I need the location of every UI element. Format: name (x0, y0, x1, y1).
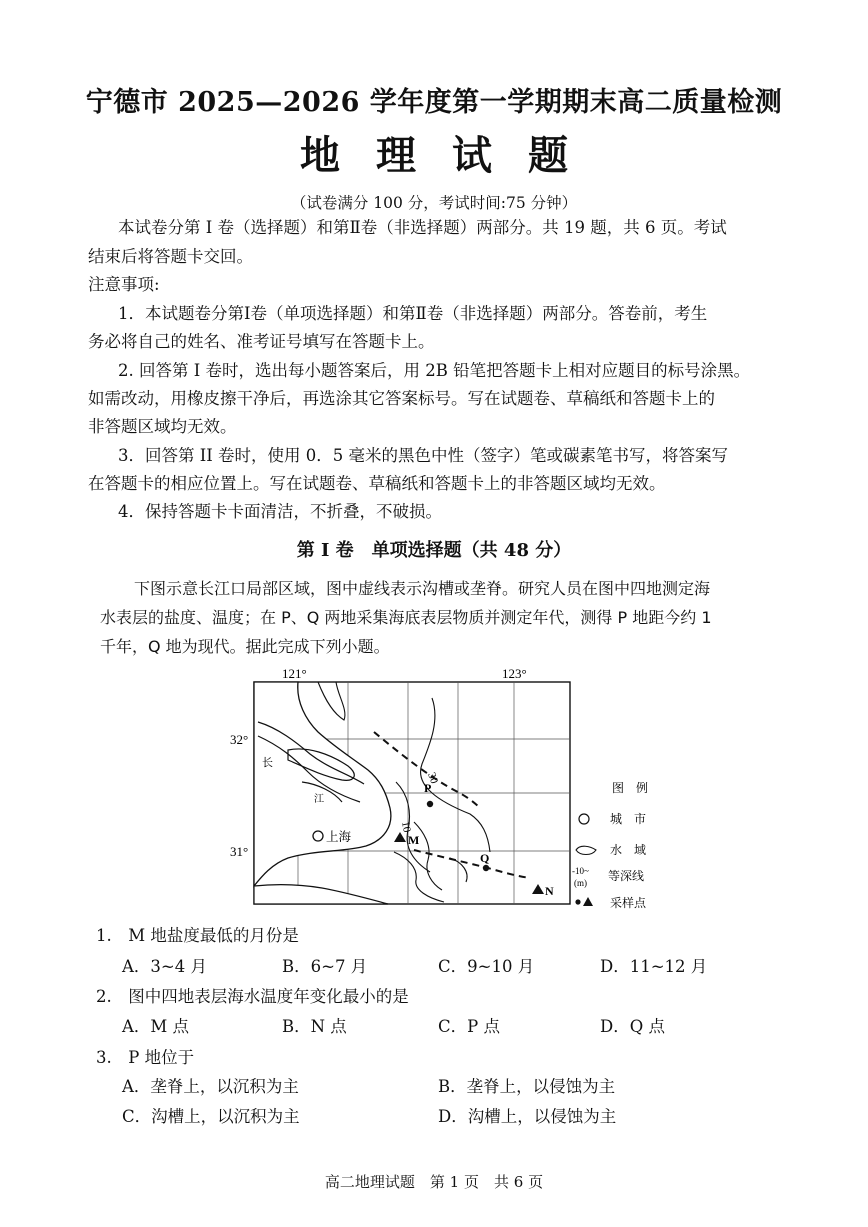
question-2-option-a: A．M 点 (122, 1017, 190, 1036)
yangtze-estuary-map (218, 662, 688, 912)
note-1-line-2: 务必将自己的姓名、准考证号填写在答题卡上。 (88, 332, 435, 351)
shanghai-city-marker (313, 831, 323, 841)
legend-isobath-num: -10~ (572, 866, 589, 876)
label-p: P (424, 781, 432, 795)
exam-meta: （试卷满分 100 分，考试时间:75 分钟） (290, 194, 578, 212)
legend-sample: 采样点 (610, 896, 647, 910)
legend-sample-dot-icon (575, 899, 580, 904)
lon-label-123: 123° (502, 666, 527, 681)
question-3-option-d: D．沟槽上，以侵蚀为主 (438, 1107, 617, 1126)
question-2-option-d: D．Q 点 (600, 1017, 666, 1036)
question-1-option-d: D．11~12 月 (600, 957, 708, 976)
question-intro-line-2: 水表层的盐度、温度；在 P、Q 两地采集海底表层物质并测定年代，测得 P 地距今约 1 (100, 608, 712, 627)
sample-point-p (427, 801, 433, 807)
lon-label-121: 121° (282, 666, 307, 681)
legend-water-icon (576, 846, 596, 854)
notes-heading: 注意事项: (88, 275, 160, 294)
map-legend (572, 780, 648, 910)
question-3-option-b: B．垄脊上，以侵蚀为主 (438, 1077, 616, 1096)
note-3-line-2: 在答题卡的相应位置上。写在试题卷、草稿纸和答题卡上的非答题区域均无效。 (88, 474, 666, 493)
shanghai-label: 上海 (326, 830, 352, 844)
question-2-stem: 2. 图中四地表层海水温度年变化最小的是 (96, 987, 409, 1006)
question-1-stem: 1. M 地盐度最低的月份是 (96, 926, 299, 945)
isobath-label-30: 30 (425, 770, 441, 786)
lat-label-32: 32° (230, 732, 249, 747)
question-3-stem: 3. P 地位于 (96, 1048, 195, 1067)
subject-title: 地理试题 (300, 132, 604, 179)
note-2-line-2: 如需改动，用橡皮擦干净后，再选涂其它答案标号。写在试题卷、草稿纸和答题卡上的 (88, 389, 715, 408)
label-q: Q (480, 851, 490, 865)
legend-isobath-unit: (m) (574, 878, 587, 888)
isobath-label-10: 10 (399, 820, 413, 834)
exam-title: 宁德市 2025—2026 学年度第一学期期末高二质量检测 (85, 87, 783, 118)
section-title: 第 I 卷 单项选择题（共 48 分） (296, 540, 572, 561)
intro-line-1: 本试卷分第 I 卷（选择题）和第Ⅱ卷（非选择题）两部分。共 19 题，共 6 页。考试 (118, 218, 727, 237)
legend-sample-triangle-icon (583, 897, 593, 906)
intro-line-2: 结束后将答题卡交回。 (88, 247, 253, 266)
legend-isobath: 等深线 (608, 869, 645, 883)
sample-point-q (483, 865, 489, 871)
label-n: N (545, 884, 554, 898)
note-4-line-1: 4．保持答题卡卡面清洁，不折叠，不破损。 (118, 502, 442, 521)
question-3-option-a: A．垄脊上，以沉积为主 (122, 1077, 299, 1096)
question-3-option-c: C．沟槽上，以沉积为主 (122, 1107, 300, 1126)
question-intro-line-1: 下图示意长江口局部区域，图中虚线表示沟槽或垄脊。研究人员在图中四地测定海 (134, 579, 711, 598)
question-2-option-c: C．P 点 (438, 1017, 500, 1036)
question-1-option-c: C．9~10 月 (438, 957, 535, 976)
note-2-line-3: 非答题区域均无效。 (88, 417, 237, 436)
page-footer: 高二地理试题 第 1 页 共 6 页 (324, 1173, 544, 1191)
question-1-option-b: B．6~7 月 (282, 957, 368, 976)
label-m: M (408, 833, 420, 847)
legend-city-icon (579, 814, 589, 824)
river-label-jiang: 江 (314, 794, 324, 805)
river-label-chang: 长 (262, 757, 273, 769)
legend-city: 城 市 (610, 812, 647, 826)
question-1-option-a: A．3~4 月 (122, 957, 207, 976)
note-2-line-1: 2. 回答第 I 卷时，选出每小题答案后，用 2B 铅笔把答题卡上相对应题目的标号涂黑。 (118, 361, 751, 380)
note-3-line-1: 3．回答第 II 卷时，使用 0．5 毫米的黑色中性（签字）笔或碳素笔书写，将答案写 (118, 446, 729, 465)
lat-label-31: 31° (230, 844, 249, 859)
question-intro-line-3: 千年，Q 地为现代。据此完成下列小题。 (100, 637, 390, 656)
legend-title: 图 例 (612, 781, 649, 795)
note-1-line-1: 1．本试题卷分第Ⅰ卷（单项选择题）和第Ⅱ卷（非选择题）两部分。答卷前，考生 (118, 304, 708, 323)
question-2-option-b: B．N 点 (282, 1017, 347, 1036)
legend-water: 水 域 (610, 843, 647, 857)
